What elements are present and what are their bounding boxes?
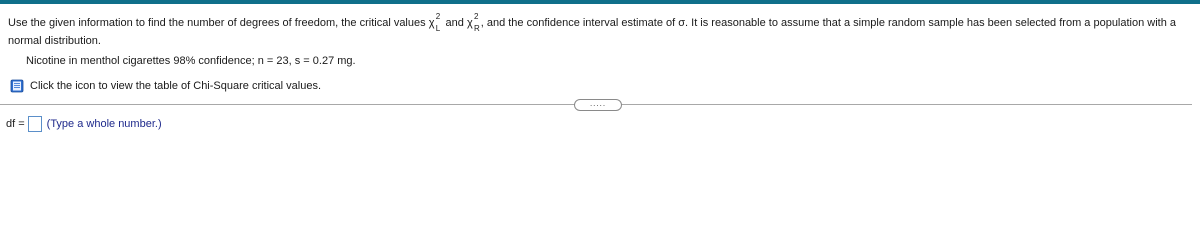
and-word: and xyxy=(445,17,464,29)
expand-more-button[interactable]: ..... xyxy=(574,99,622,111)
question-part1: Use the given information to find the number of degrees of freedom, the critical values xyxy=(8,17,426,29)
top-accent-bar xyxy=(0,0,1200,4)
chi-square-right-symbol: χ 2 R xyxy=(466,12,480,33)
help-text: Click the icon to view the table of Chi-Square critical values. xyxy=(30,80,322,92)
book-icon[interactable] xyxy=(10,79,24,93)
question-text xyxy=(8,14,1188,50)
df-label: df = xyxy=(6,118,25,130)
answer-hint: (Type a whole number.) xyxy=(46,118,162,130)
chi-square-left-symbol: χ 2 L xyxy=(428,12,441,33)
df-input[interactable] xyxy=(28,116,42,132)
given-data-text: Nicotine in menthol cigarettes 98% confidence; n = 23, s = 0.27 mg. xyxy=(26,55,356,67)
chi-square-table-help-row xyxy=(10,79,321,93)
answer-row xyxy=(6,116,162,132)
question-part2: , and the confidence interval estimate of σ. It is reasonable to assume that a simple random sample has been selected from a population with a normal distribution. xyxy=(8,17,1177,47)
